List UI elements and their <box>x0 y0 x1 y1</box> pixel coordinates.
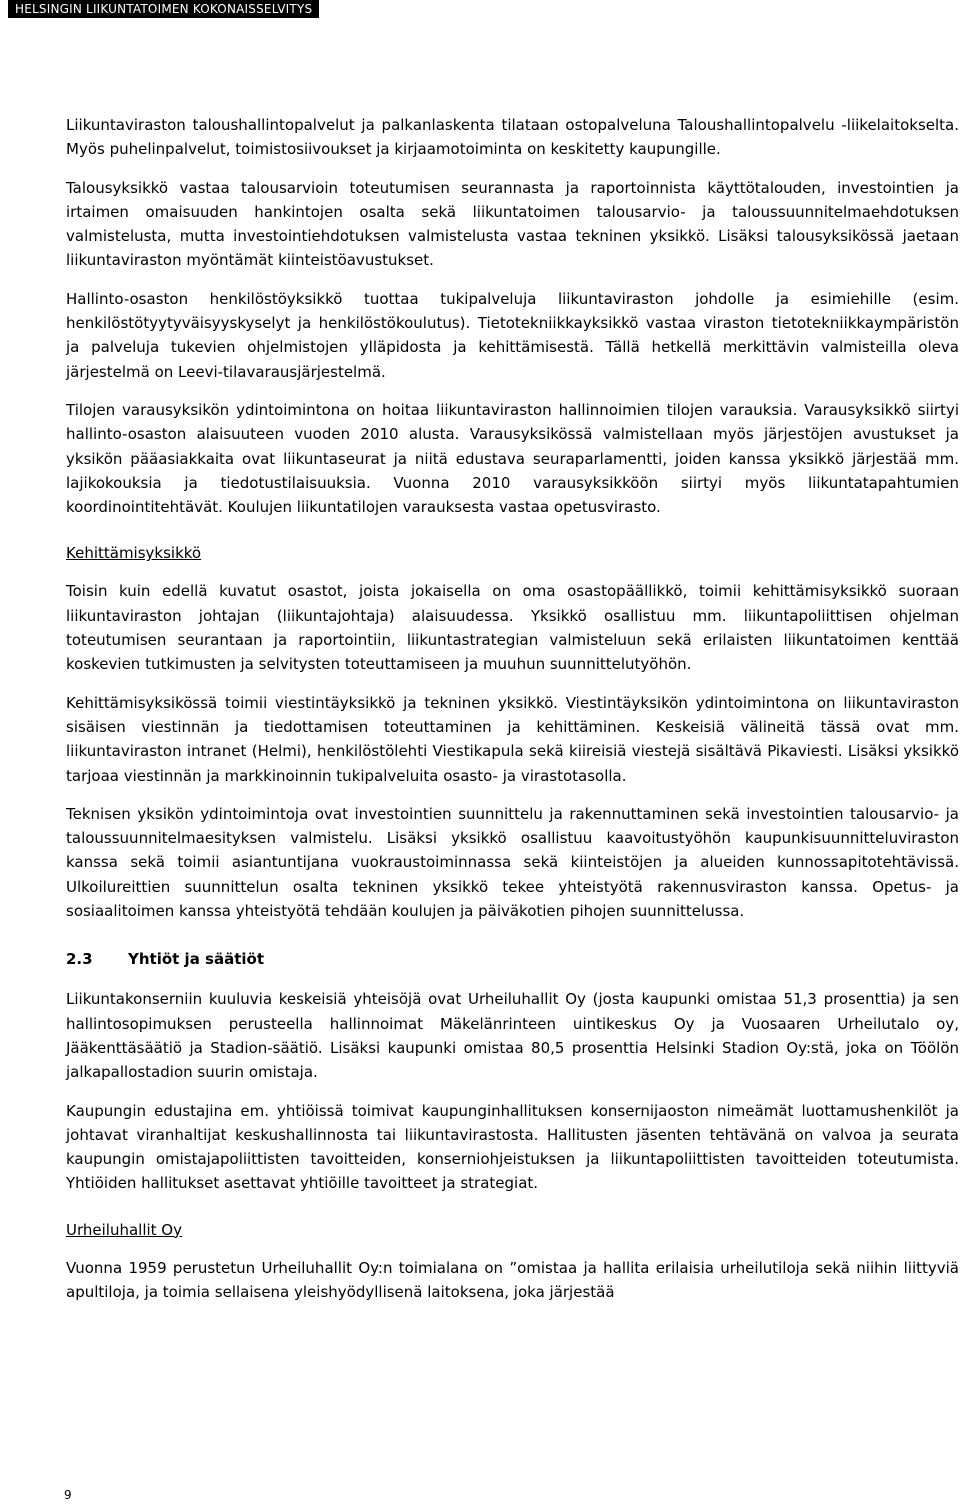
paragraph-liikuntakonserni: Liikuntakonserniin kuuluvia keskeisiä yhteisöjä ovat Urheiluhallit Oy (josta kaupunki omistaa 51,3 prosenttia) ja sen hallintosopimuksen perusteella hallinnoimat Mäkelänrinteen uintikeskus Oy ja Vuosaaren Urheilutalo oy, Jääkenttäsäätiö ja Stadion-säätiö. Lisäksi kaupunki omistaa 80,5 prosenttia Helsinki Stadion Oy:stä, joka on Töölön jalkapallostadion suurin omistaja. <box>66 990 959 1082</box>
paragraph-taloushallinto: Liikuntaviraston taloushallintopalvelut ja palkanlaskenta tilataan ostopalveluna Taloushallintopalvelu -liikelaitokselta. Myös puhelinpalvelut, toimistosiivoukset ja kirjaamotoiminta on keskitetty kaupungille. <box>66 116 959 159</box>
paragraph-henkilostoyksikko: Hallinto-osaston henkilöstöyksikkö tuottaa tukipalveluja liikuntaviraston johdolle ja esimiehille (esim. henkilöstötyytyväisyyskyselyt ja henkilöstökoulutus). Tietotekniikkayksikkö vastaa viraston tietotekniikkaympäristön ja palveluja tukevien ohjelmistojen ylläpidosta ja kehittämisestä. Tällä hetkellä merkittävin valmisteilla oleva järjestelmä on Leevi-tilavarausjärjestelmä. <box>66 289 959 381</box>
paragraph-kehittamisyksikko: Toisin kuin edellä kuvatut osastot, joista jokaisella on oma osastopäällikkö, toimii kehittämisyksikkö suoraan liikuntaviraston johtajan (liikuntajohtaja) alaisuudessa. Yksikkö osallistuu mm. liikuntapoliittisen ohjelman toteutumisen seurantaan ja raportointiin, liikuntastrategian valmisteluun sekä erilaisten liikuntatoimen kenttää koskevien tutkimusten ja selvitysten toteuttamiseen ja muuhun suunnittelutyöhön. <box>66 582 959 674</box>
subheading-kehittamisyksikko: Kehittämisyksikkö <box>66 544 202 563</box>
section-number: 2.3 <box>66 950 93 969</box>
subheading-urheiluhallit: Urheiluhallit Oy <box>66 1220 182 1239</box>
paragraph-varausyksikko: Tilojen varausyksikön ydintoimintona on hoitaa liikuntaviraston hallinnoimien tilojen varauksia. Varausyksikkö siirtyi hallinto-osaston alaisuuteen vuoden 2010 alusta. Varausyksikössä valmistellaan myös järjestöjen avustukset ja yksikön pääasiakkaita ovat liikuntaseurat ja niitä edustava seuraparlamentti, joiden kanssa yksikkö järjestää mm. lajikokouksia ja tiedotustilaisuuksia. Vuonna 2010 varausyksikköön siirtyi myös liikuntatapahtumien koordinointitehtävät. Koulujen liikuntatilojen varauksesta vastaa opetusvirasto. <box>66 400 959 517</box>
paragraph-talousyksikko: Talousyksikkö vastaa talousarvioin toteutumisen seurannasta ja raportoinnista käyttötalouden, investointien ja irtaimen omaisuuden hankintojen osalta sekä liikuntatoimen talousarvio- ja taloussuunnitelmaehdotuksen valmistelusta, mutta investointiehdotuksen valmistelusta vastaa tekninen yksikkö. Lisäksi talousyksikössä jaetaan liikuntaviraston myöntämät kiinteistöavustukset. <box>66 178 959 270</box>
document-body <box>66 113 959 1304</box>
section-heading <box>66 947 959 971</box>
paragraph-tekninen-yksikko: Teknisen yksikön ydintoimintoja ovat investointien suunnittelu ja rakennuttaminen sekä investointien talousarvio- ja taloussuunnitelmaesityksen valmistelu. Lisäksi yksikkö osallistuu kaavoitustyöhön kaupunkisuunnitteluviraston kanssa sekä toimii asiantuntijana vuokraustoiminnassa sekä kiinteistöjen ja alueiden kunnossapitotehtävissä. Ulkoilureittien suunnittelun osalta tekninen yksikkö tekee yhteistyötä rakennusviraston kanssa. Opetus- ja sosiaalitoimen kanssa yhteistyötä tehdään koulujen ja päiväkotien pihojen suunnittelussa. <box>66 804 959 921</box>
page-number: 9 <box>64 1488 72 1502</box>
paragraph-urheiluhallit: Vuonna 1959 perustetun Urheiluhallit Oy:n toimialana on ”omistaa ja hallita erilaisia urheilutiloja sekä niihin liittyviä apultiloja, ja toimia sellaisena yleishyödyllisenä laitoksena, joka järjestää <box>66 1258 959 1301</box>
document-header: HELSINGIN LIIKUNTATOIMEN KOKONAISSELVITYS <box>8 0 319 18</box>
paragraph-kaupungin-edustajat: Kaupungin edustajina em. yhtiöissä toimivat kaupunginhallituksen konsernijaoston nimeämät luottamushenkilöt ja johtavat viranhaltijat keskushallinnosta tai liikuntavirastosta. Hallitusten jäsenten tehtävänä on valvoa ja seurata kaupungin omistajapoliittisten tavoitteiden, konserniohjeistuksen ja liikuntapoliittisten tavoitteiden toteutumista. Yhtiöiden hallitukset asettavat yhtiöille tavoitteet ja strategiat. <box>66 1101 959 1193</box>
section-title: Yhtiöt ja säätiöt <box>128 950 264 969</box>
paragraph-viestintayksikko: Kehittämisyksikössä toimii viestintäyksikkö ja tekninen yksikkö. Viestintäyksikön ydintoimintona on liikuntaviraston sisäisen viestinnän ja tiedottamisen toteuttaminen ja kehittäminen. Keskeisiä välineitä tässä ovat mm. liikuntaviraston intranet (Helmi), henkilöstölehti Viestikapula sekä kiireisiä viestejä sisältävä Pikaviesti. Lisäksi yksikkö tarjoaa viestinnän ja markkinoinnin tukipalveluita osasto- ja virastotasolla. <box>66 693 959 785</box>
